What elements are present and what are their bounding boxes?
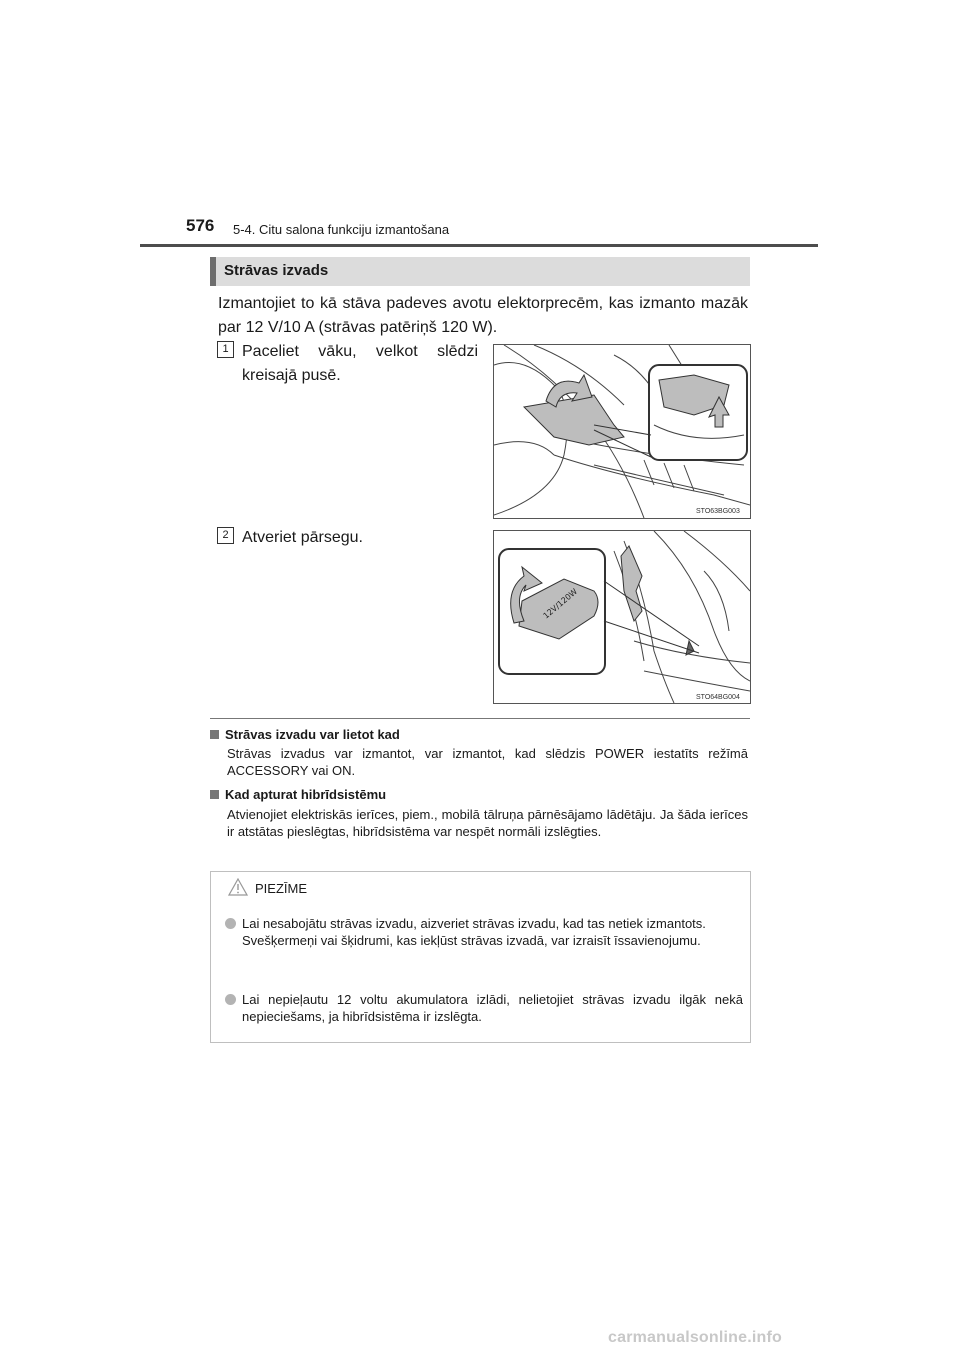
figure-outlet-cover xyxy=(493,530,751,704)
notice-item-2: Lai nepieļautu 12 voltu akumulatora izlādi, nelietojiet strāvas izvadu ilgāk nekā nepieciešams, ja hibrīdsistēma ir izslēgta. xyxy=(225,991,743,1025)
page-number: 576 xyxy=(186,216,215,235)
section-title: Strāvas izvads xyxy=(224,262,329,279)
warning-triangle-icon xyxy=(228,878,248,896)
notice-item-1: Lai nesabojātu strāvas izvadu, aizveriet strāvas izvadu, kad tas netiek izmantots. Svešķermeņi vai šķidrumi, kas iekļūst strāvas izvadā, var izraisīt īssavienojumu. xyxy=(225,915,743,949)
round-bullet-icon xyxy=(225,918,236,929)
step-text-1: Paceliet vāku, velkot slēdzi kreisajā pusē. xyxy=(242,343,478,384)
outlet-label: 12V/120W xyxy=(541,586,580,621)
round-bullet-icon xyxy=(225,994,236,1005)
figure-console-lid xyxy=(493,344,751,519)
note-heading-2: Kad apturat hibrīdsistēmu xyxy=(210,787,386,802)
notice-box xyxy=(210,871,751,1043)
step-number-1: 1 xyxy=(217,341,234,358)
step-text-2: Atveriet pārsegu. xyxy=(242,529,363,546)
section-title-bar xyxy=(210,257,750,286)
chapter-title: 5-4. Citu salona funkciju izmantošana xyxy=(233,222,450,237)
note-heading-1: Strāvas izvadu var lietot kad xyxy=(210,727,400,742)
step-number-2: 2 xyxy=(217,527,234,544)
section-intro: Izmantojiet to kā stāva padeves avotu elektorprecēm, kas izmanto mazāk par 12 V/10 A (strāvas patēriņš 120 W). xyxy=(218,295,748,336)
note-body-2: Atvienojiet elektriskās ierīces, piem., mobilā tālruņa pārnēsājamo lādētāju. Ja šāda ierīces ir atstātas pieslēgtas, hibrīdsistēma var nespēt normāli izslēgties. xyxy=(227,807,748,839)
figure-code-2: STO64BG004 xyxy=(696,694,740,701)
section-divider xyxy=(210,718,750,719)
notice-title: PIEZĪME xyxy=(255,881,308,896)
square-bullet-icon xyxy=(210,790,219,799)
section-bar-accent xyxy=(210,257,216,286)
header-rule xyxy=(140,244,818,247)
watermark: carmanualsonline.info xyxy=(608,1329,783,1346)
figure-code-1: STO63BG003 xyxy=(696,508,740,515)
square-bullet-icon xyxy=(210,730,219,739)
note-body-1: Strāvas izvadus var izmantot, var izmantot, kad slēdzis POWER iestatīts režīmā ACCESSORY vai ON. xyxy=(227,746,748,778)
outlet-cover-illustration xyxy=(494,531,750,703)
console-lid-illustration xyxy=(494,345,750,518)
